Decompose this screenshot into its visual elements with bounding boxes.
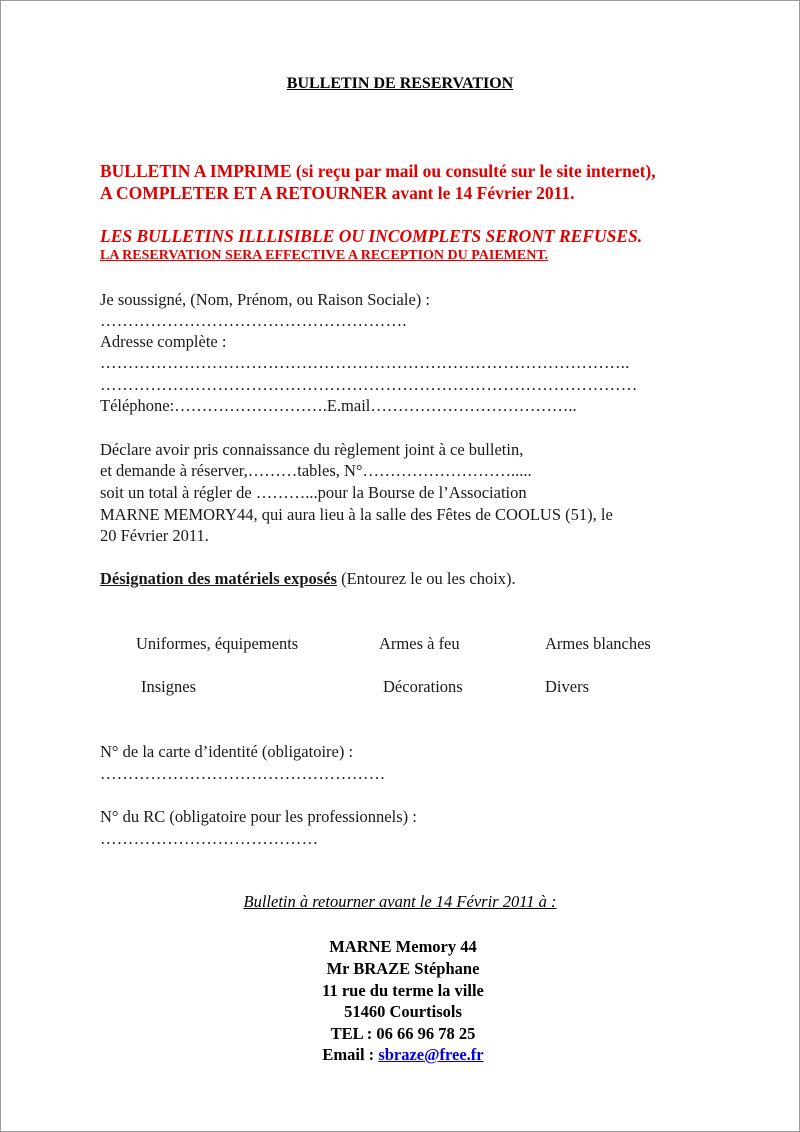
declaration-line-5: 20 Février 2011. — [100, 526, 209, 545]
name-field[interactable]: ………………………………………………. — [100, 311, 407, 330]
address-label: Adresse complète : — [100, 332, 227, 351]
id-card-label: N° de la carte d’identité (obligatoire) : — [100, 742, 354, 761]
designation-label-rest: (Entourez le ou les choix). — [336, 569, 516, 588]
name-label: Je soussigné, (Nom, Prénom, ou Raison Sociale) : — [100, 290, 430, 309]
choice-decorations[interactable]: Décorations — [383, 677, 463, 696]
email-label: Email : — [322, 1045, 379, 1064]
designation-heading — [100, 569, 516, 589]
notice-line-2: A COMPLETER ET A RETOURNER avant le 14 Février 2011. — [100, 183, 575, 203]
id-card-field[interactable]: …………………………………………… — [100, 764, 386, 783]
notice-effective: LA RESERVATION SERA EFFECTIVE A RECEPTION DU PAIEMENT. — [100, 248, 549, 263]
choice-uniformes[interactable]: Uniformes, équipements — [136, 634, 299, 653]
address-city: 51460 Courtisols — [344, 1002, 462, 1021]
address-field-2[interactable]: …………………………………………………………………………………… — [100, 375, 638, 394]
address-person: Mr BRAZE Stéphane — [326, 959, 480, 978]
declaration-line-1: Déclare avoir pris connaissance du règlement joint à ce bulletin, — [100, 440, 524, 459]
rc-label: N° du RC (obligatoire pour les professionnels) : — [100, 807, 417, 826]
choice-armes-a-feu[interactable]: Armes à feu — [379, 634, 460, 653]
address-org: MARNE Memory 44 — [329, 937, 477, 956]
address-email-line — [0, 1045, 800, 1065]
choice-insignes[interactable]: Insignes — [141, 677, 196, 696]
notice-line-1: BULLETIN A IMPRIME (si reçu par mail ou consulté sur le site internet), — [100, 161, 656, 181]
declaration-line-2[interactable]: et demande à réserver,………tables, N°………………………..... — [100, 461, 532, 480]
return-note: Bulletin à retourner avant le 14 Févrir 2011 à : — [243, 892, 557, 911]
declaration-line-3[interactable]: soit un total à régler de ………...pour la Bourse de l’Association — [100, 483, 527, 502]
declaration-line-4: MARNE MEMORY44, qui aura lieu à la salle des Fêtes de COOLUS (51), le — [100, 505, 613, 524]
address-tel: TEL : 06 66 96 78 25 — [330, 1024, 476, 1043]
phone-email-field[interactable]: Téléphone:……………………….E.mail……………………………….. — [100, 396, 577, 415]
designation-label-bold: Désignation des matériels exposés — [100, 569, 337, 588]
document-title: BULLETIN DE RESERVATION — [286, 75, 514, 92]
notice-warning: LES BULLETINS ILLLISIBLE OU INCOMPLETS SERONT REFUSES. — [100, 226, 643, 246]
address-field-1[interactable]: ………………………………………………………………………………….. — [100, 353, 630, 372]
choice-armes-blanches[interactable]: Armes blanches — [545, 634, 651, 653]
rc-field[interactable]: ………………………………… — [100, 829, 319, 848]
email-link[interactable]: sbraze@free.fr — [378, 1045, 484, 1064]
choice-divers[interactable]: Divers — [545, 677, 589, 696]
address-street: 11 rue du terme la ville — [322, 981, 484, 1000]
